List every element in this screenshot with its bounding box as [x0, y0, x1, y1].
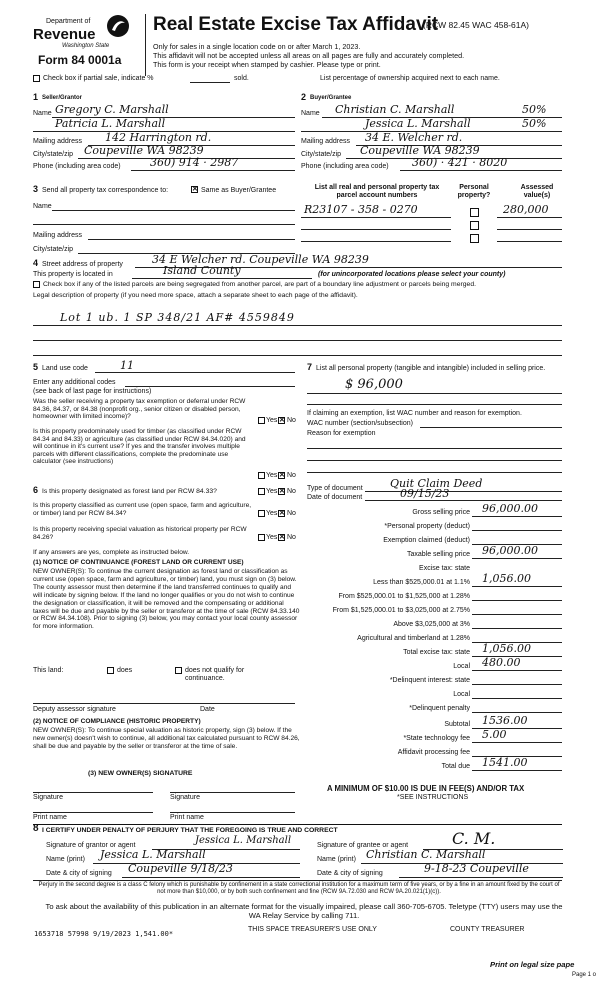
section-5-number: 5	[33, 362, 39, 372]
doc-type-label: Type of document	[307, 485, 363, 492]
exemption-claim-label: If claiming an exemption, list WAC number and reason for exemption.	[307, 410, 522, 417]
seller-city[interactable]: Coupeville WA 98239	[84, 144, 204, 157]
buyer-name-2[interactable]: Jessica L. Marshall	[365, 117, 471, 130]
legal-line-2	[33, 340, 562, 341]
personal-property-label: List all personal property (tangible and intangible) included in selling price.	[316, 365, 546, 372]
open-space-question: Is this property classified as current use (open space, farm and agriculture, or timber) land per RCW 84.34?	[33, 502, 252, 517]
see-instructions-note: *SEE INSTRUCTIONS	[397, 794, 469, 801]
seller-phone-line	[131, 170, 295, 171]
seller-phone-label: Phone (including area code)	[33, 163, 121, 170]
tax-row-line	[472, 770, 562, 771]
tax-row-label: From $1,525,000.01 to $3,025,000 at 2.75%	[332, 607, 470, 614]
tax-row-label: Above $3,025,000 at 3%	[393, 621, 470, 628]
historical-yes-checkbox[interactable]	[258, 534, 265, 541]
tax-row-value[interactable]: 1536.00	[482, 714, 528, 727]
buyer-pct-1[interactable]: 50%	[522, 103, 547, 116]
buyer-name-1[interactable]: Christian C. Marshall	[335, 103, 455, 116]
tax-row-line	[472, 530, 562, 531]
grantee-date[interactable]: 9-18-23 Coupeville	[424, 862, 529, 875]
grantee-name[interactable]: Christian C. Marshall	[366, 848, 486, 861]
new-owner-signature-label-1: Signature	[33, 794, 63, 801]
same-as-buyer-checkbox[interactable]	[191, 186, 198, 193]
grantor-name-label: Name (print)	[46, 856, 85, 863]
exemption-yes-label: Yes	[266, 417, 278, 424]
land-use-code[interactable]: 11	[120, 359, 134, 372]
does-not-label: does not qualify for continuance.	[185, 667, 245, 683]
tax-row-line	[472, 670, 562, 671]
tax-row-line	[472, 586, 562, 587]
seller-name-1[interactable]: Gregory C. Marshall	[55, 103, 169, 116]
section-2-number: 2	[301, 92, 307, 102]
does-not-checkbox[interactable]	[175, 667, 182, 674]
new-owner-print-label-1: Print name	[33, 814, 67, 821]
form-title-ref: (RCW 82.45 WAC 458-61A)	[423, 20, 529, 30]
tax-row-label: *State technology fee	[403, 735, 470, 742]
legal-description-label: Legal description of property (if you need more space, attach a separate sheet to each page of the affidavit).	[33, 292, 358, 299]
grantor-name[interactable]: Jessica L. Marshall	[100, 848, 206, 861]
header-note-1: Only for sales in a single location code on or after March 1, 2023.	[153, 42, 361, 51]
sold-label: sold.	[234, 75, 249, 82]
timber-yes-checkbox[interactable]	[258, 472, 265, 479]
tax-row-line	[472, 684, 562, 685]
assessed-line-1	[497, 217, 562, 218]
exemption-question: Was the seller receiving a property tax exemption or deferral under RCW 84.36, 84.37, or 84.38 (nonprofit org., senior citizen or disabled person, homeowner with limited income)?	[33, 398, 246, 421]
segregated-label: Check box if any of the listed parcels are being segregated from another parcel, are part of a boundary line adjustment or parcels being merged.	[43, 281, 476, 288]
grantee-date-label: Date & city of signing	[317, 870, 383, 877]
tax-row-value[interactable]: 96,000.00	[482, 502, 538, 515]
forest-yes-checkbox[interactable]	[258, 488, 265, 495]
tax-row-line	[472, 614, 562, 615]
land-use-code-line	[95, 372, 295, 373]
forest-no-label: No	[287, 488, 296, 495]
section-2-title: Buyer/Grantee	[310, 95, 352, 101]
segregated-checkbox[interactable]	[33, 281, 40, 288]
historical-yes-label: Yes	[266, 534, 278, 541]
dept-state: Washington State	[62, 43, 110, 49]
section-6-number: 6	[33, 485, 39, 495]
county[interactable]: Island County	[163, 264, 241, 277]
buyer-mailing-label: Mailing address	[301, 138, 351, 145]
personal-property-checkbox-2[interactable]	[470, 221, 479, 230]
tax-row-value[interactable]: 5.00	[482, 728, 507, 741]
assessor-signature-field[interactable]	[33, 703, 295, 704]
personal-property-line-2	[307, 404, 562, 405]
exemption-reason-label: Reason for exemption	[307, 430, 376, 437]
new-owner-print-field-1[interactable]	[33, 812, 153, 813]
grantee-signature[interactable]: C. M.	[452, 829, 496, 848]
header-note-3: This form is your receipt when stamped by cashier. Please type or print.	[153, 60, 381, 69]
treasurer-only-label: THIS SPACE TREASURER'S USE ONLY	[248, 926, 377, 933]
compliance-title: (2) NOTICE OF COMPLIANCE (HISTORIC PROPERTY)	[33, 718, 201, 725]
tax-row-label: Excise tax: state	[419, 565, 470, 572]
section-8-divider	[33, 824, 562, 825]
timber-no-label: No	[287, 472, 296, 479]
tax-row-label: *Personal property (deduct)	[384, 523, 470, 530]
reason-line-2	[307, 460, 562, 461]
tax-row-line	[472, 558, 562, 559]
same-as-buyer-label: Same as Buyer/Grantee	[201, 187, 277, 194]
historical-no-checkbox[interactable]	[278, 534, 285, 541]
historical-no-label: No	[287, 534, 296, 541]
perjury-notice: Perjury in the second degree is a class C felony which is punishable by confinement in a state correctional institution for a maximum term of five years, or by a fine in an amount fixed by the court of not more than $10,000, or by both such confinement and fine (RCW 9A.72.030 and RCW 9A.20.021(1)(c)).	[38, 882, 560, 896]
tax-row-value[interactable]: 480.00	[482, 656, 521, 669]
continuance-title: (1) NOTICE OF CONTINUANCE (FOREST LAND OR CURRENT USE)	[33, 559, 244, 566]
seller-name-label: Name	[33, 110, 52, 117]
buyer-city-label: City/state/zip	[301, 151, 342, 158]
correspondence-mailing-field[interactable]	[88, 239, 295, 240]
compliance-body: NEW OWNER(S): To continue special valuation as historic property, sign (3) below. If the new owner(s) doesn't wish to continue, all additional tax calculated pursuant to RCW 84.26, shall be due and payable by the seller or transferor at the time of sale.	[33, 727, 300, 750]
partial-sale-checkbox[interactable]	[33, 75, 40, 82]
forest-yes-label: Yes	[266, 488, 278, 495]
tax-row-label: *Delinquent penalty	[409, 705, 470, 712]
tax-row-value[interactable]: 1541.00	[482, 756, 528, 769]
buyer-name-label: Name	[301, 110, 320, 117]
assessed-line-2	[497, 229, 562, 230]
wac-number-label: WAC number (section/subsection)	[307, 420, 413, 427]
section-1-title: Seller/Grantor	[42, 95, 83, 101]
tax-row-label: From $525,000.01 to $1,525,000 at 1.28%	[338, 593, 470, 600]
partial-sale-label: Check box if partial sale, indicate %	[43, 75, 154, 82]
street-address[interactable]: 34 E Welcher rd. Coupeville WA 98239	[152, 253, 369, 266]
additional-codes-field[interactable]	[125, 386, 295, 387]
wac-number-field[interactable]	[420, 427, 562, 428]
legal-line-3	[33, 355, 562, 356]
tax-row-value[interactable]: 1,056.00	[482, 642, 531, 655]
tax-row-label: Total due	[441, 763, 470, 770]
seller-mailing[interactable]: 142 Harrington rd.	[105, 131, 212, 144]
tax-row-label: Subtotal	[444, 721, 470, 728]
tax-row-label: Local	[453, 691, 470, 698]
partial-sale-percent-field[interactable]	[190, 82, 230, 83]
correspondence-city-label: City/state/zip	[33, 246, 74, 253]
exemption-no-label: No	[287, 417, 296, 424]
parcel-line-2	[301, 229, 451, 230]
tax-row-label: Exemption claimed (deduct)	[383, 537, 470, 544]
forest-no-checkbox[interactable]	[278, 488, 285, 495]
timber-yes-label: Yes	[266, 472, 278, 479]
county-line	[132, 278, 312, 279]
new-owner-print-field-2[interactable]	[170, 812, 295, 813]
located-label: This property is located in	[33, 271, 113, 278]
tax-row-line	[472, 698, 562, 699]
personal-property-checkbox-3[interactable]	[470, 234, 479, 243]
section-4-number: 4	[33, 258, 39, 268]
doc-type-line	[365, 491, 562, 492]
availability-notice: To ask about the availability of this publication in an alternate format for the visually impaired, please call 360-705-6705. Teletype (TTY) users may use the WA Relay Service by calling 711.	[45, 902, 563, 920]
tax-row-line	[472, 628, 562, 629]
personal-property-value[interactable]: $ 96,000	[345, 377, 403, 392]
seller-city-label: City/state/zip	[33, 151, 74, 158]
grantee-date-line	[399, 877, 563, 878]
new-owner-signature-field-2[interactable]	[170, 792, 295, 793]
tax-row-label: Taxable selling price	[406, 551, 470, 558]
assessed-value[interactable]: 280,000	[503, 203, 549, 216]
forest-question: Is this property designated as forest land per RCW 84.33?	[42, 488, 217, 495]
tax-row-line	[472, 742, 562, 743]
buyer-phone[interactable]: 360) · 421 · 8020	[412, 156, 508, 169]
new-owner-print-label-2: Print name	[170, 814, 204, 821]
tax-row-value[interactable]: 1,056.00	[482, 572, 531, 585]
page-number: Page 1 o	[572, 972, 597, 978]
county-treasurer-label: COUNTY TREASURER	[450, 926, 525, 933]
legal-size-note: Print on legal size pape	[490, 960, 575, 969]
seller-mailing-label: Mailing address	[33, 138, 83, 145]
land-use-code-label: Land use code	[42, 365, 88, 372]
doc-date-label: Date of document	[307, 494, 363, 501]
section-7-number: 7	[307, 362, 313, 372]
doc-date[interactable]: 09/15/23	[400, 487, 450, 500]
open-space-no-checkbox[interactable]	[278, 510, 285, 517]
unincorporated-note: (for unincorporated locations please select your county)	[318, 271, 506, 278]
additional-codes-note: (see back of last page for instructions)	[33, 388, 152, 395]
buyer-phone-label: Phone (including area code)	[301, 163, 389, 170]
correspondence-label: Send all property tax correspondence to:	[42, 187, 169, 194]
correspondence-mailing-label: Mailing address	[33, 232, 83, 239]
tax-row-label: Affidavit processing fee	[397, 749, 470, 756]
continuance-body: NEW OWNER(S): To continue the current designation as forest land or classification as current use (open space, farm and agriculture, or timber) land, you must sign on (3) below. The county assessor must then determine if the land transferred continues to qualify and will indicate by signing below. If the land no longer qualifies or you do not wish to continue the designation or classification, it will be removed and the compensating or additional taxes will be due and payable by the seller or transferor at the time of sale (RCW 84.33.140 or RCW 84.34.108). Prior to signing (3) below, you may contact your local county assessor for more information.	[33, 568, 300, 631]
minimum-due-note: A MINIMUM OF $10.00 IS DUE IN FEE(S) AND/OR TAX	[327, 784, 525, 793]
additional-codes-label: Enter any additional codes	[33, 379, 116, 386]
parcel-list-header: List all real and personal property tax parcel account numbers	[314, 184, 440, 200]
assessor-date-label: Date	[200, 706, 215, 713]
dept-top: Department of	[46, 18, 91, 25]
tax-row-label: Agricultural and timberland at 1.28%	[357, 635, 470, 642]
open-space-yes-checkbox[interactable]	[258, 510, 265, 517]
tax-row-label: *Delinquent interest: state	[389, 677, 470, 684]
grantor-date-label: Date & city of signing	[46, 870, 112, 877]
doc-type[interactable]: Quit Claim Deed	[390, 477, 483, 490]
tax-row-value[interactable]: 96,000.00	[482, 544, 538, 557]
form-number: Form 84 0001a	[38, 53, 122, 67]
personal-property-header: Personal property?	[457, 184, 491, 200]
certify-title: I CERTIFY UNDER PENALTY OF PERJURY THAT THE FOREGOING IS TRUE AND CORRECT	[42, 827, 338, 834]
open-space-yes-label: Yes	[266, 510, 278, 517]
tax-row-line	[472, 516, 562, 517]
grantee-signature-label: Signature of grantee or agent	[317, 842, 409, 849]
form-title: Real Estate Excise Tax Affidavit	[153, 14, 439, 35]
seller-phone[interactable]: 360) 914 · 2987	[150, 156, 239, 169]
assessed-line-3	[497, 241, 562, 242]
cashier-stamp: 1653718 57998 9/19/2023 1,541.00*	[34, 930, 174, 938]
section-1-number: 1	[33, 92, 39, 102]
parcel-line-1	[301, 217, 451, 218]
buyer-city[interactable]: Coupeville WA 98239	[360, 144, 480, 157]
tax-row-line	[472, 712, 562, 713]
reason-line-1	[307, 448, 562, 449]
buyer-phone-line	[400, 170, 562, 171]
tax-row-label: Total excise tax: state	[403, 649, 470, 656]
footer-divider	[33, 880, 562, 881]
grantor-date[interactable]: Coupeville 9/18/23	[128, 862, 233, 875]
instructions-note: If any answers are yes, complete as instructed below.	[33, 549, 190, 556]
parcel-line-3	[301, 241, 451, 242]
dor-logo-icon	[106, 14, 130, 38]
buyer-mailing[interactable]: 34 E. Welcher rd.	[365, 131, 463, 144]
new-owner-signature-title: (3) NEW OWNER(S) SIGNATURE	[88, 770, 193, 777]
exemption-yes-checkbox[interactable]	[258, 417, 265, 424]
timber-question: Is this property predominately used for timber (as classified under RCW 84.34 and 84.33) or agriculture (as classified under RCW 84.34.020) and will continue in it's current use? If yes and the transfer involves multiple parcels with different classifications, complete the predominate use calculator (see instructions)	[33, 428, 246, 466]
this-land-label: This land:	[33, 667, 64, 674]
ownership-note: List percentage of ownership acquired next to each name.	[320, 75, 500, 82]
grantee-name-label: Name (print)	[317, 856, 356, 863]
timber-no-checkbox[interactable]	[278, 472, 285, 479]
assessor-signature-label: Deputy assessor signature	[33, 706, 116, 713]
header-note-2: This affidavit will not be accepted unless all areas on all pages are fully and accurately completed.	[153, 51, 465, 60]
assessed-value-header: Assessed value(s)	[520, 184, 554, 200]
section-8-number: 8	[33, 823, 39, 834]
new-owner-signature-label-2: Signature	[170, 794, 200, 801]
tax-row-line	[472, 600, 562, 601]
correspondence-line	[33, 224, 295, 225]
tax-row-label: Gross selling price	[412, 509, 470, 516]
personal-property-line-1	[307, 393, 562, 394]
street-label: Street address of property	[42, 261, 123, 268]
new-owner-signature-field-1[interactable]	[33, 792, 153, 793]
tax-row-label: Local	[453, 663, 470, 670]
exemption-no-checkbox[interactable]	[278, 417, 285, 424]
personal-property-checkbox-1[interactable]	[470, 208, 479, 217]
doc-date-line	[365, 500, 562, 501]
tax-row-label: Less than $525,000.01 at 1.1%	[373, 579, 470, 586]
header-divider	[145, 14, 146, 76]
buyer-pct-2[interactable]: 50%	[522, 117, 547, 130]
does-label: does	[117, 667, 133, 674]
open-space-no-label: No	[287, 510, 296, 517]
correspondence-name-field[interactable]	[52, 210, 295, 211]
correspondence-name-label: Name	[33, 203, 52, 210]
dept-name: Revenue	[33, 26, 96, 43]
parcel-number[interactable]: R23107 - 358 - 0270	[304, 203, 418, 216]
legal-description[interactable]: Lot 1 ub. 1 SP 348/21 AF# 4559849	[60, 311, 295, 324]
grantor-date-line	[122, 877, 300, 878]
reason-line-3	[307, 472, 562, 473]
does-checkbox[interactable]	[107, 667, 114, 674]
section-3-number: 3	[33, 184, 39, 194]
grantor-signature[interactable]: Jessica L. Marshall	[195, 835, 292, 846]
seller-name-2[interactable]: Patricia L. Marshall	[55, 117, 166, 130]
historical-question: Is this property receiving special valuation as historical property per RCW 84.26?	[33, 526, 247, 541]
grantor-signature-label: Signature of grantor or agent	[46, 842, 136, 849]
legal-line-1	[33, 325, 562, 326]
